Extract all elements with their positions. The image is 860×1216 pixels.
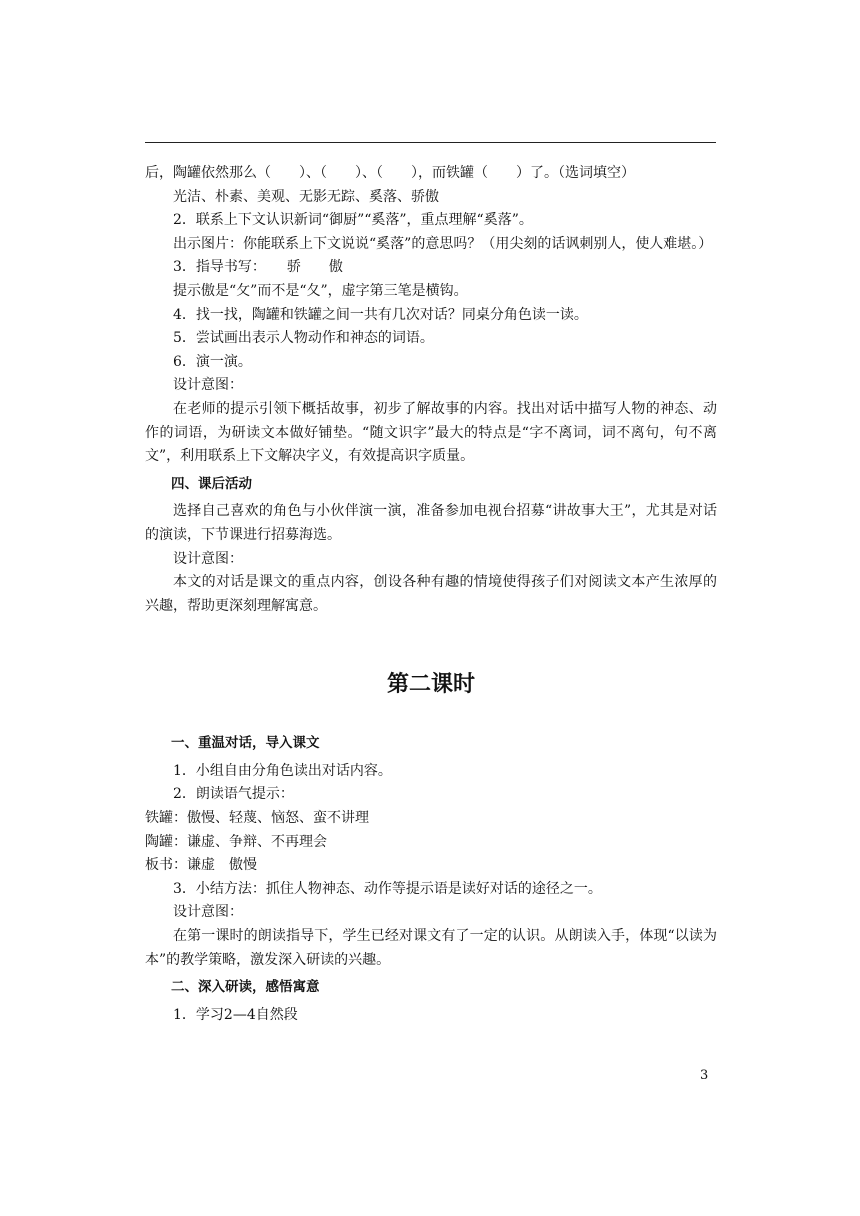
spacer xyxy=(145,618,717,670)
paragraph-deep-reading-step-1: 1．学习2—4自然段 xyxy=(173,1006,298,1023)
paragraph-review-step-1: 1．小组自由分角色读出对话内容。 xyxy=(173,762,392,779)
section-heading-deep-reading: 二、深入研读，感悟寓意 xyxy=(171,979,320,996)
section-heading-after-class: 四、课后活动 xyxy=(171,475,252,492)
paragraph-design-intent-1: 在老师的提示引领下概括故事，初步了解故事的内容。找出对话中描写人物的神态、动作的词语，为研读文本做好铺垫。“随文识字”最大的特点是“字不离词，词不离句，句不离文”，利用联系上下文解决字义，有效提高识字质量。 xyxy=(145,400,717,465)
paragraph-tao-guan: 陶罐：谦虚、争辩、不再理会 xyxy=(145,833,327,850)
spacer xyxy=(145,700,717,732)
paragraph-after-class-activity: 选择自己喜欢的角色与小伙伴演一演，准备参加电视台招募“讲故事大王”，尤其是对话的演读，下节课进行招募海选。 xyxy=(145,503,717,543)
paragraph-fill-blank: 后，陶罐依然那么（ ）、（ ）、（ ），而铁罐（ ）了。（选词填空） xyxy=(145,165,635,181)
paragraph-design-label: 设计意图： xyxy=(173,377,243,394)
paragraph-design-intent-2: 本文的对话是课文的重点内容，创设各种有趣的情境使得孩子们对阅读文本产生浓厚的兴趣，帮助更深刻理解寓意。 xyxy=(145,574,717,614)
paragraph-tie-guan: 铁罐：傲慢、轻蔑、恼怒、蛮不讲理 xyxy=(145,810,369,827)
page-content xyxy=(145,162,717,1027)
paragraph-design-intent-3: 在第一课时的朗读指导下，学生已经对课文有了一定的认识。从朗读入手，体现“以读为本”的教学策略，激发深入研读的兴趣。 xyxy=(145,928,717,968)
paragraph-review-step-2: 2．朗读语气提示： xyxy=(173,786,294,803)
paragraph-show-picture: 出示图片：你能联系上下文说说“奚落”的意思吗？（用尖刻的话讽刺别人，使人难堪。） xyxy=(173,235,713,252)
paragraph-step-6: 6．演一演。 xyxy=(173,353,252,370)
paragraph-step-5: 5．尝试画出表示人物动作和神态的词语。 xyxy=(173,330,434,347)
paragraph-blackboard: 板书：谦虚 傲慢 xyxy=(145,857,257,874)
lesson-title: 第二课时 xyxy=(386,672,475,698)
paragraph-design-label: 设计意图： xyxy=(173,550,243,567)
paragraph-step-3: 3．指导书写： 骄 傲 xyxy=(173,259,343,276)
paragraph-review-step-3: 3．小结方法：抓住人物神态、动作等提示语是读好对话的途径之一。 xyxy=(173,880,602,897)
paragraph-step-2: 2．联系上下文认识新词“御厨”“奚落”，重点理解“奚落”。 xyxy=(173,212,533,229)
paragraph-design-label: 设计意图： xyxy=(173,904,243,921)
section-heading-review: 一、重温对话，导入课文 xyxy=(171,735,320,752)
paragraph-word-options: 光洁、朴素、美观、无影无踪、奚落、骄傲 xyxy=(173,188,439,205)
page-number: 3 xyxy=(700,1068,709,1083)
paragraph-step-4: 4．找一找，陶罐和铁罐之间一共有几次对话？同桌分角色读一读。 xyxy=(173,306,588,323)
header-rule xyxy=(145,142,716,143)
paragraph-writing-hint: 提示傲是“攵”而不是“夂”，虚字第三笔是横钩。 xyxy=(173,282,468,299)
